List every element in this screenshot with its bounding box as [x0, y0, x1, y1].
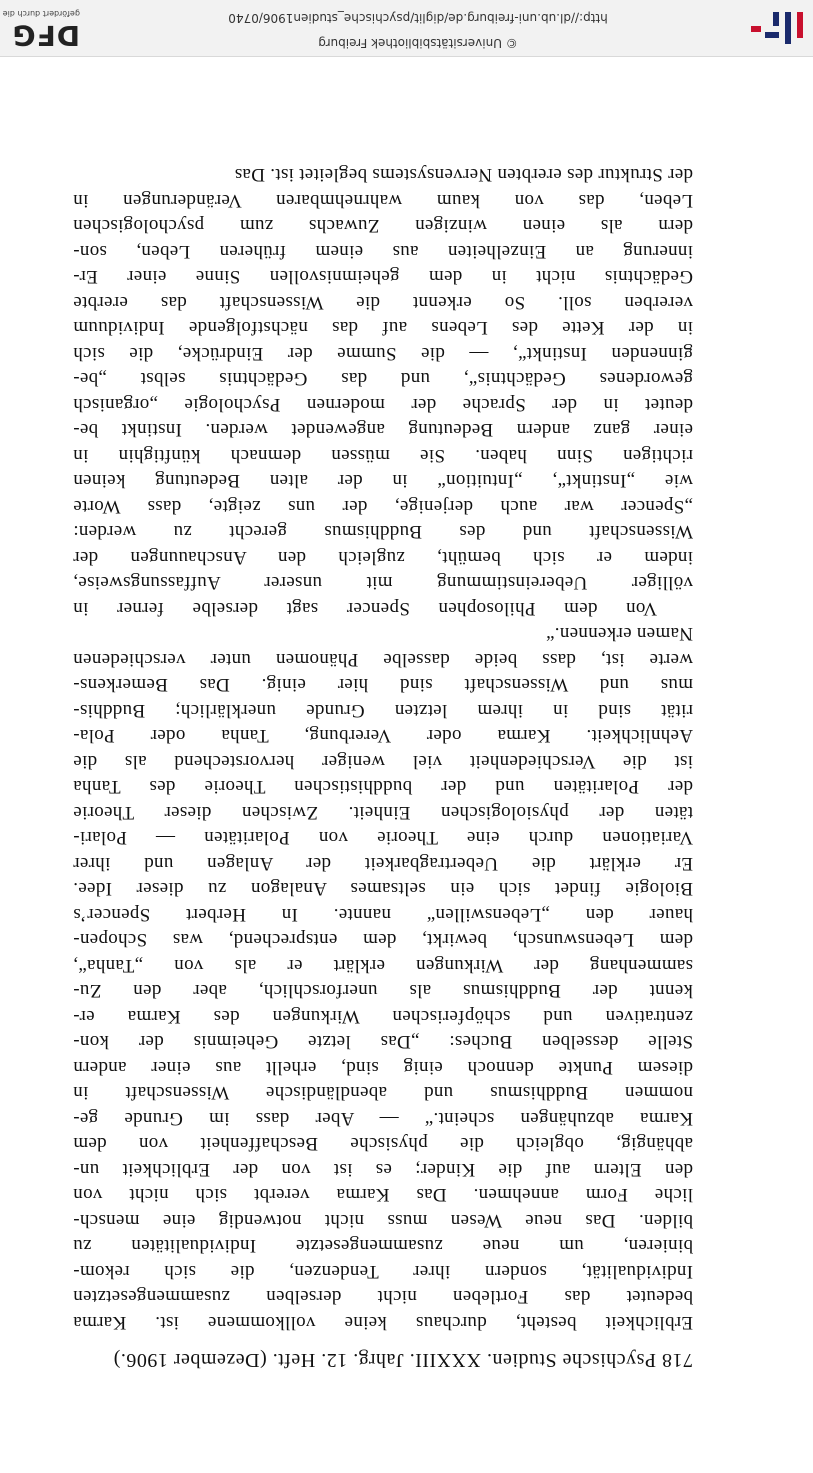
text-line: nommen Buddhismus und abendländische Wissenschaft in	[73, 1082, 693, 1104]
text-line: Namen erkennen.“	[545, 623, 693, 645]
text-line: Aehnlichkeit. Karma oder Vererbung, Tanha oder Pola-	[73, 725, 693, 747]
text-line: abhängig, obgleich die physische Beschaffenheit von dem	[73, 1133, 693, 1155]
dfg-logo-block	[0, 4, 80, 50]
text-line: zentrativen und schöpferischen Wirkungen des Karma er-	[73, 1006, 693, 1027]
text-line: binieren, um neue zusammengesetzte Individualitäten zu	[73, 1235, 693, 1257]
text-line: Gedächtnis nicht in dem geheimnisvollen Sinne einer Er-	[73, 266, 693, 288]
copyright-notice: © Universitätsbibliothek Freiburg	[318, 36, 518, 50]
text-line: indem er sich bemüht, zugleich den Anschauungen der	[73, 547, 693, 568]
text-line: innerung an Einzelheiten aus einem früheren Leben, son-	[73, 241, 693, 262]
text-line: völliger Uebereinstimmung mit unserer Auffassungsweise,	[73, 572, 693, 594]
text-line: deutet in der Sprache der modernen Psychologie „organisch	[73, 394, 693, 415]
text-line: der Polaritäten und der buddhistischen Theorie des Tanha	[73, 776, 693, 798]
text-line: sammenhang der Wirkungen erklärt er als von „Tanha“,	[73, 955, 693, 976]
text-line: dern als einen winzigen Zuwachs zum psychologischen	[73, 215, 693, 237]
text-line: Karma abzuhängen scheint.“ — Aber dass im Grunde ge-	[73, 1108, 693, 1129]
text-line: rität sind in ihrem letzten Grunde unerklärlich; Buddhis-	[73, 700, 693, 721]
text-line: täten der physiologischen Einheit. Zwischen dieser Theorie	[73, 802, 693, 823]
dfg-logo: DFG	[11, 19, 80, 52]
text-line: wie „Instinkt“, „Intuition“ in der alten Bedeutung keinen	[73, 470, 693, 492]
text-line: Erblichkeit besteht, durchaus keine vollkommene ist. Karma	[73, 1312, 693, 1333]
text-line: in der Kette des Lebens auf das nächstfolgende Individuum	[73, 317, 693, 339]
ub-freiburg-logo-icon	[747, 6, 807, 46]
text-line: bedeutet das Fortleben nicht derselben zusammengesetzten	[73, 1286, 693, 1308]
text-line: Wissenschaft und des Buddhismus gerecht zu werden:	[73, 521, 693, 543]
page-body	[73, 162, 693, 1373]
text-line: dem Lebenswunsch, bewirkt, dem entsprechend, was Schopen-	[73, 929, 693, 951]
running-head: 718 Psychische Studien. XXXIII. Jahrg. 12. Heft. (Dezember 1906.)	[113, 1349, 693, 1371]
text-line: Variationen durch eine Theorie von Polaritäten — Polari-	[73, 827, 693, 849]
text-line: Von dem Philosophen Spencer sagt derselbe ferner in	[73, 598, 657, 619]
text-line: der Struktur des ererbten Nervensystems begleitet ist. Das	[234, 164, 693, 186]
dfg-logo-subtext: gefördert durch die	[2, 9, 80, 18]
text-line: „Spencer war auch derjenige, der uns zeigte, dass Worte	[73, 496, 693, 517]
text-line: gewordenes Gedächtnis“, und das Gedächtnis selbst „be-	[73, 368, 693, 390]
text-line: mus und Wissenschaft sind hier einig. Das Bemerkens-	[73, 674, 693, 696]
text-line: kennt der Buddhismus als unerforschlich, aber den Zu-	[73, 980, 693, 1002]
text-line: Er erklärt die Uebertragbarkeit der Anlagen und ihrer	[73, 853, 693, 874]
text-line: ginnenden Instinkt“, — die Summe der Eindrücke, die sich	[73, 343, 693, 364]
text-line: Stelle desselben Buches: „Das letzte Geheimnis der kon-	[73, 1031, 693, 1053]
text-line: bilden. Das neue Wesen muss nicht notwendig eine mensch-	[73, 1210, 693, 1231]
text-line: einer ganz andern Bedeutung angewendet werden. Instinkt be-	[73, 419, 693, 441]
text-line: Individualität, sondern ihrer Tendenzen, die sich rekom-	[73, 1261, 693, 1282]
viewer-header	[0, 0, 813, 57]
text-line: hauer den „Lebenswillen“ nannte. In Herbert Spencer’s	[73, 904, 693, 925]
text-line: Leben, das von kaum wahrnehmbaren Veränderungen in	[73, 190, 693, 211]
text-line: vererben soll. So erkennt die Wissenschaft das ererbte	[73, 292, 693, 313]
text-line: Biologie findet sich ein seltsames Analagon zu dieser Idee.	[73, 878, 693, 900]
document-source-info	[183, 8, 653, 52]
text-line: liche Form annehmen. Das Karma vererbt sich nicht von	[73, 1184, 693, 1206]
text-line: den Eltern auf die Kinder; es ist von der Erblichkeit un-	[73, 1159, 693, 1180]
document-url-link[interactable]: http://dl.ub.uni-freiburg.de/diglit/psychische_studien1906/0740	[228, 11, 608, 25]
body-text	[73, 162, 693, 1335]
text-line: diesem Punkte dennoch einig sind, erhellt aus einer andern	[73, 1057, 693, 1078]
text-line: richtigen Sinn haben. Sie müssen demnach künftighin in	[73, 445, 693, 466]
text-line: ist die Verschiedenheit viel weniger hervorstechend als die	[73, 751, 693, 772]
text-line: werte ist, dass beide dasselbe Phänomen unter verschiedenen	[73, 649, 693, 670]
